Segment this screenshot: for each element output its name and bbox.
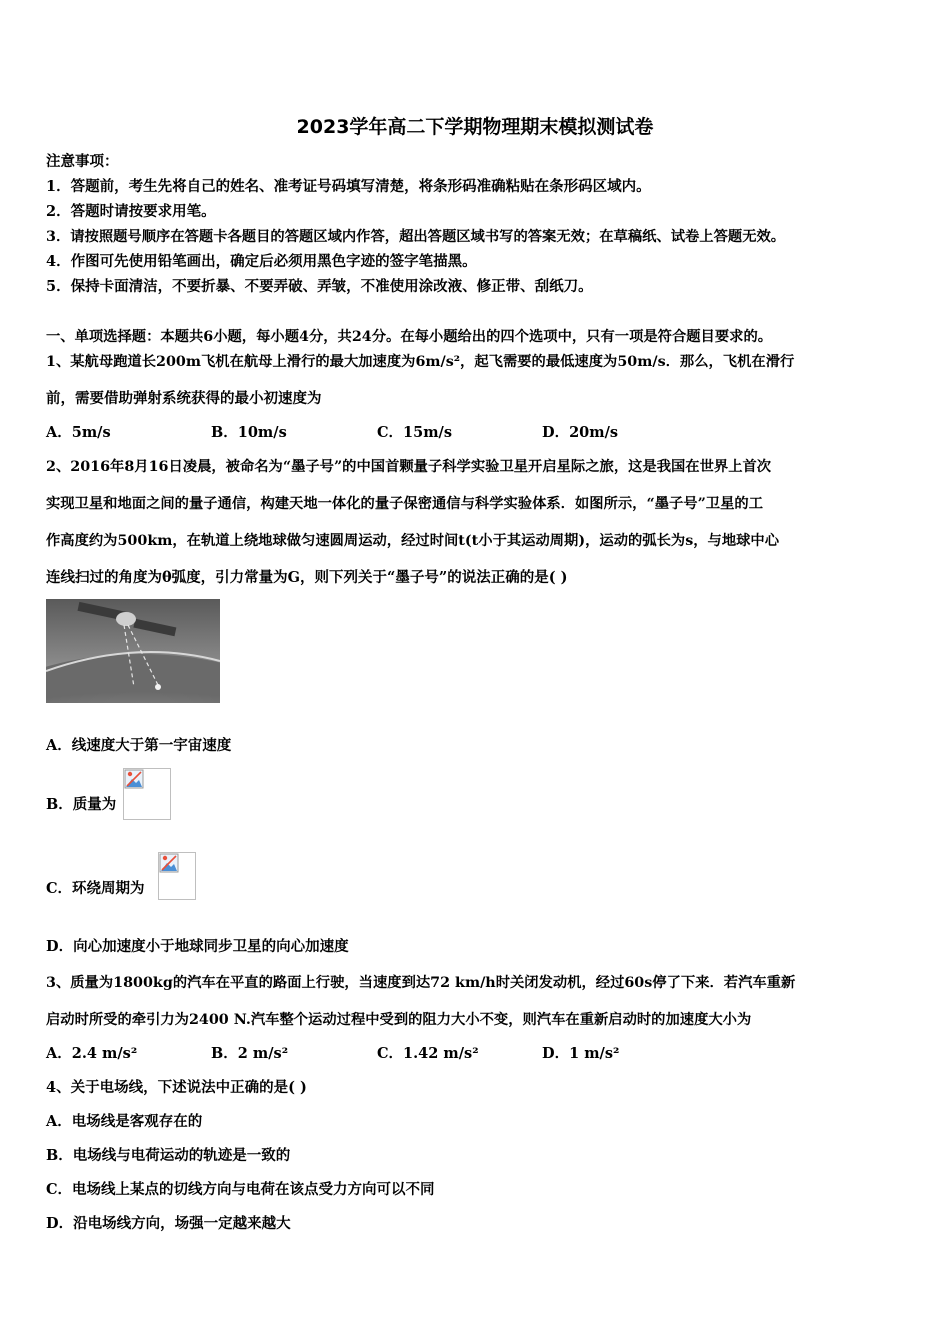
notice-item-5: 5．保持卡面清洁，不要折暴、不要弄破、弄皱，不准使用涂改液、修正带、刮纸刀。 bbox=[46, 278, 593, 295]
q1-option-c: C．15m/s bbox=[377, 424, 453, 441]
notice-item-4: 4．作图可先使用铅笔画出，确定后必须用黑色字迹的签字笔描黑。 bbox=[46, 253, 477, 270]
q2-option-b: B．质量为 bbox=[46, 796, 117, 813]
satellite-illustration bbox=[46, 599, 220, 703]
q2-line-4: 连线扫过的角度为θ弧度，引力常量为G，则下列关于“墨子号”的说法正确的是( ) bbox=[46, 569, 568, 586]
q2-option-d: D．向心加速度小于地球同步卫星的向心加速度 bbox=[46, 938, 349, 955]
q4-line-1: 4、关于电场线，下述说法中正确的是( ) bbox=[46, 1079, 307, 1096]
formula-image-placeholder bbox=[123, 768, 171, 820]
formula-image-placeholder bbox=[158, 852, 196, 900]
broken-image-icon bbox=[124, 769, 144, 789]
q2-line-1: 2、2016年8月16日凌晨，被命名为“墨子号”的中国首颗量子科学实验卫星开启星际之旅，这是我国在世界上首次 bbox=[46, 459, 772, 475]
q4-option-c: C．电场线上某点的切线方向与电荷在该点受力方向可以不同 bbox=[46, 1181, 435, 1198]
q4-option-a: A．电场线是客观存在的 bbox=[46, 1113, 203, 1130]
notice-item-2: 2．答题时请按要求用笔。 bbox=[46, 203, 216, 220]
q3-line-1: 3、质量为1800kg的汽车在平直的路面上行驶，当速度到达72 km/h时关闭发动机，经过60s停了下来．若汽车重新 bbox=[46, 975, 796, 991]
q3-option-d: D．1 m/s² bbox=[542, 1045, 620, 1062]
notice-heading: 注意事项： bbox=[46, 153, 119, 170]
q4-option-d: D．沿电场线方向，场强一定越来越大 bbox=[46, 1215, 291, 1232]
q1-option-d: D．20m/s bbox=[542, 424, 619, 441]
q1-option-a: A．5m/s bbox=[46, 424, 111, 441]
q3-option-a: A．2.4 m/s² bbox=[46, 1045, 138, 1062]
section-heading: 一、单项选择题：本题共6小题，每小题4分，共24分。在每小题给出的四个选项中，只有一项是符合题目要求的。 bbox=[46, 329, 773, 345]
q3-option-b: B．2 m/s² bbox=[211, 1045, 289, 1062]
q1-line-2: 前，需要借助弹射系统获得的最小初速度为 bbox=[46, 390, 322, 407]
notice-item-3: 3．请按照题号顺序在答题卡各题目的答题区域内作答，超出答题区域书写的答案无效；在草稿纸、试卷上答题无效。 bbox=[46, 229, 786, 245]
q2-line-3: 作高度约为500km，在轨道上绕地球做匀速圆周运动，经过时间t(t小于其运动周期)，运动的弧长为s，与地球中心 bbox=[46, 533, 780, 549]
q3-option-c: C．1.42 m/s² bbox=[377, 1045, 479, 1062]
q2-option-c: C．环绕周期为 bbox=[46, 880, 145, 897]
notice-item-1: 1．答题前，考生先将自己的姓名、准考证号码填写清楚，将条形码准确粘贴在条形码区域内。 bbox=[46, 178, 651, 195]
q2-line-2: 实现卫星和地面之间的量子通信，构建天地一体化的量子保密通信与科学实验体系．如图所示，“墨子号”卫星的工 bbox=[46, 496, 763, 512]
broken-image-icon bbox=[159, 853, 179, 873]
q2-option-a: A．线速度大于第一宇宙速度 bbox=[46, 737, 232, 754]
page-title: 2023学年高二下学期物理期末模拟测试卷 bbox=[296, 116, 654, 138]
q1-line-1: 1、某航母跑道长200m飞机在航母上滑行的最大加速度为6m/s²，起飞需要的最低速度为50m/s．那么，飞机在滑行 bbox=[46, 354, 795, 370]
satellite-photo bbox=[46, 599, 220, 703]
q1-option-b: B．10m/s bbox=[211, 424, 287, 441]
q4-option-b: B．电场线与电荷运动的轨迹是一致的 bbox=[46, 1147, 291, 1164]
q3-line-2: 启动时所受的牵引力为2400 N.汽车整个运动过程中受到的阻力大小不变，则汽车在重新启动时的加速度大小为 bbox=[46, 1012, 752, 1028]
